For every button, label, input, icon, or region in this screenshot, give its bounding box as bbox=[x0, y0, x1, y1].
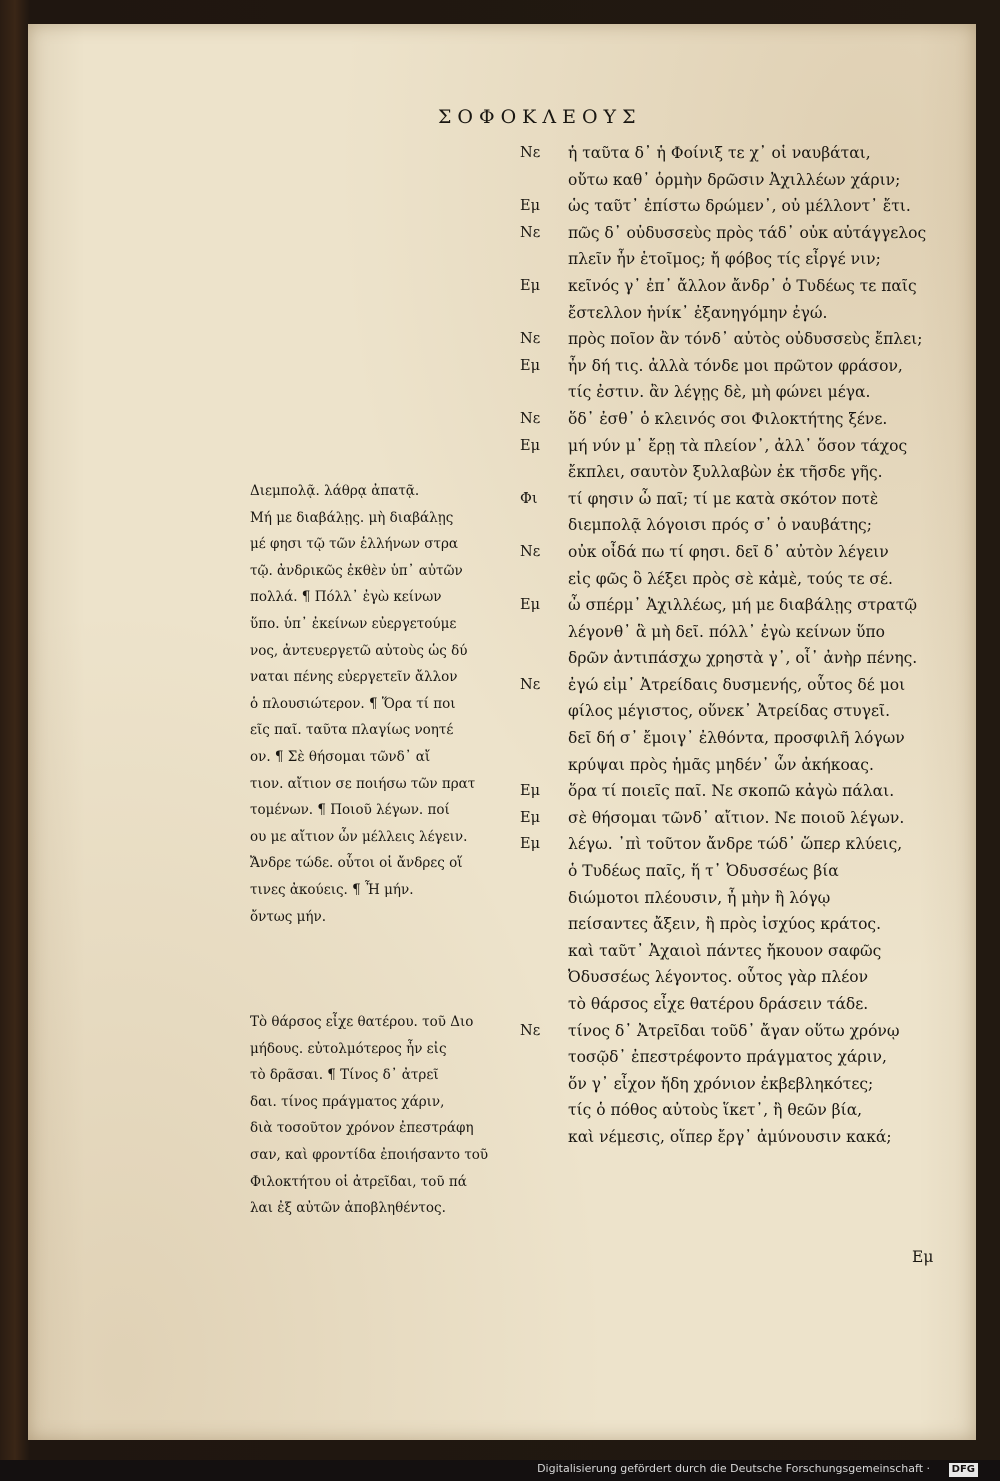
speaker-label: Νε bbox=[520, 145, 541, 161]
verse-text: δεῖ δή σ᾽ ἔμοιγ᾽ ἐλθόντα, προσφιλῆ λόγων bbox=[568, 729, 905, 748]
verse-line bbox=[520, 326, 960, 353]
verse-line bbox=[520, 619, 960, 646]
scholion-line: τομένων. ¶ Ποιοῦ λέγων. ποί bbox=[250, 802, 450, 819]
verse-line bbox=[520, 246, 960, 273]
verse-line bbox=[520, 167, 960, 194]
scholion-line: τινες ἀκούεις. ¶ Ἦ μήν. bbox=[250, 881, 414, 898]
speaker-label: Νε bbox=[520, 224, 541, 241]
verse-line bbox=[520, 752, 960, 779]
speaker-label: Εμ bbox=[520, 836, 541, 853]
verse-line bbox=[520, 858, 960, 885]
scholion-line: μέ φησι τῷ τῶν ἑλλήνων στρα bbox=[250, 536, 459, 553]
verse-line bbox=[520, 539, 960, 566]
scholion-line: Ἄνδρε τώδε. οὗτοι οἱ ἄνδρες οἵ bbox=[250, 855, 463, 872]
verse-text: κρύψαι πρὸς ἡμᾶς μηδέν᾽ ὧν ἀκήκοας. bbox=[568, 755, 874, 774]
scholion-line: ναται πένης εὐεργετεῖν ἄλλον bbox=[250, 669, 458, 686]
verse-text: πῶς δ᾽ οὐδυσσεὺς πρὸς τάδ᾽ οὐκ αὐτάγγελος bbox=[568, 223, 927, 242]
scholion-line: ὕπο. ὑπ᾽ ἐκείνων εὐεργετούμε bbox=[250, 615, 457, 632]
verse-text: ὅδ᾽ ἐσθ᾽ ὁ κλεινός σοι Φιλοκτήτης ξένε. bbox=[568, 409, 888, 428]
speaker-label: Φι bbox=[520, 490, 538, 507]
scholion-line: Φιλοκτήτου οἱ ἀτρεῖδαι, τοῦ πά bbox=[250, 1173, 467, 1190]
speaker-label: Νε bbox=[520, 543, 541, 560]
scholion-line: πολλά. ¶ Πόλλ᾽ ἐγὼ κείνων bbox=[250, 589, 442, 606]
verse-line bbox=[520, 193, 960, 220]
scholia-block-lower bbox=[250, 1009, 554, 1222]
verse-line bbox=[520, 512, 960, 539]
scholion-line: ὁ πλουσιώτερον. ¶ Ὅρα τί ποι bbox=[250, 695, 456, 712]
running-head: ΣΟΦΟΚΛΕΟΥΣ bbox=[438, 106, 642, 128]
verse-line bbox=[520, 1018, 960, 1045]
scholion-line: Μή με διαβάλῃς. μὴ διαβάλῃς bbox=[250, 509, 454, 526]
verse-text: οὐκ οἶδά πω τί φησι. δεῖ δ᾽ αὐτὸν λέγειν bbox=[568, 542, 889, 561]
verse-text: ἔστελλον ἡνίκ᾽ ἐξανηγόμην ἐγώ. bbox=[568, 303, 828, 322]
verse-line bbox=[520, 353, 960, 380]
verse-line bbox=[520, 406, 960, 433]
verse-text: λέγω. ᾽πὶ τοῦτον ἄνδρε τώδ᾽ ὥπερ κλύεις, bbox=[568, 835, 903, 854]
scholion-line: νος, ἀντευεργετῶ αὐτοὺς ὡς δύ bbox=[250, 642, 468, 659]
verse-text: πείσαντες ἄξειν, ἢ πρὸς ἰσχύος κράτος. bbox=[568, 915, 882, 934]
verse-text: τὸ θάρσος εἶχε θατέρου δράσειν τάδε. bbox=[568, 995, 869, 1013]
verse-line bbox=[520, 964, 960, 991]
verse-text: τί φησιν ὦ παῖ; τί με κατὰ σκότον ποτὲ bbox=[568, 489, 879, 508]
verse-line bbox=[520, 698, 960, 725]
verse-text: εἰς φῶς ὃ λέξει πρὸς σὲ κἀμὲ, τούς τε σέ. bbox=[568, 569, 893, 588]
verse-text: μή νύν μ᾽ ἔρῃ τὰ πλείον᾽, ἀλλ᾽ ὅσον τάχος bbox=[568, 436, 908, 455]
verse-line bbox=[520, 566, 960, 593]
verse-line bbox=[520, 725, 960, 752]
catchword: Εμ bbox=[912, 1248, 934, 1266]
verse-text: ὦ σπέρμ᾽ Ἀχιλλέως, μή με διαβάλῃς στρατῷ bbox=[568, 596, 918, 615]
scholion-line: τιον. αἴτιον σε ποιήσω τῶν πρατ bbox=[250, 775, 476, 792]
verse-text: πρὸς ποῖον ἂν τόνδ᾽ αὐτὸς οὐδυσσεὺς ἔπλει; bbox=[568, 330, 923, 349]
scholion-line: εῖς παῖ. ταῦτα πλαγίως νοητέ bbox=[250, 722, 454, 739]
verse-line bbox=[520, 486, 960, 513]
scholion-line: Διεμπολᾷ. λάθρᾳ ἀπατᾷ. bbox=[250, 483, 420, 499]
verse-text: δρῶν ἀντιπάσχω χρηστὰ γ᾽, οἷ᾽ ἀνὴρ πένης. bbox=[568, 649, 918, 668]
speaker-label: Νε bbox=[520, 1022, 541, 1039]
verse-line bbox=[520, 885, 960, 912]
speaker-label: Εμ bbox=[520, 277, 541, 294]
verse-text: φίλος μέγιστος, οὕνεκ᾽ Ἀτρείδας στυγεῖ. bbox=[568, 702, 891, 721]
verse-text: σὲ θήσομαι τῶνδ᾽ αἴτιον. Νε ποιοῦ λέγων. bbox=[568, 808, 905, 827]
verse-text: ἔκπλει, σαυτὸν ξυλλαβὼν ἐκ τῆσδε γῆς. bbox=[568, 463, 883, 482]
scholion-line: μήδους. εὐτολμότερος ἦν εἰς bbox=[250, 1040, 447, 1057]
verse-line bbox=[520, 1044, 960, 1071]
speaker-label: Νε bbox=[520, 676, 541, 693]
verse-text: διώμοτοι πλέουσιν, ἦ μὴν ἢ λόγῳ bbox=[568, 888, 831, 907]
verse-text: κεῖνός γ᾽ ἐπ᾽ ἄλλον ἄνδρ᾽ ὁ Τυδέως τε παῖς bbox=[568, 276, 917, 295]
verse-line bbox=[520, 911, 960, 938]
verse-text: ἡ ταῦτα δ᾽ ἡ Φοίνιξ τε χ᾽ οἱ ναυβάται, bbox=[568, 144, 871, 162]
verse-line bbox=[520, 645, 960, 672]
scholion-line: ον. ¶ Σὲ θήσομαι τῶνδ᾽ αἴ bbox=[250, 748, 431, 765]
verse-line bbox=[520, 1071, 960, 1098]
scholion-line: τὸ δρᾶσαι. ¶ Τίνος δ᾽ ἀτρεῖ bbox=[250, 1067, 439, 1084]
verse-text: Ὀδυσσέως λέγοντος. οὗτος γὰρ πλέον bbox=[568, 968, 869, 987]
scholion-line: τῷ. ἀνδρικῶς ἐκθὲν ὑπ᾽ αὐτῶν bbox=[250, 562, 463, 579]
verse-line bbox=[520, 220, 960, 247]
speaker-label: Εμ bbox=[520, 597, 541, 614]
scholion-line: ὄντως μήν. bbox=[250, 908, 327, 925]
verse-line bbox=[520, 140, 960, 167]
verse-line bbox=[520, 300, 960, 327]
verse-line bbox=[520, 433, 960, 460]
verse-column bbox=[520, 140, 960, 1151]
verse-text: ὅρα τί ποιεῖς παῖ. Νε σκοπῶ κἀγὼ πάλαι. bbox=[568, 782, 895, 801]
verse-text: ὅν γ᾽ εἶχον ἤδη χρόνιον ἐκβεβληκότες; bbox=[568, 1074, 874, 1093]
verse-text: οὔτω καθ᾽ ὁρμὴν δρῶσιν Ἀχιλλέων χάριν; bbox=[568, 170, 901, 189]
scholion-line: σαν, καὶ φροντίδα ἐποιήσαντο τοῦ bbox=[250, 1146, 489, 1163]
verse-text: τίς ἐστιν. ἂν λέγῃς δὲ, μὴ φώνει μέγα. bbox=[568, 383, 871, 402]
scholia-block-upper bbox=[250, 478, 554, 930]
verse-line bbox=[520, 1124, 960, 1151]
speaker-label: Νε bbox=[520, 410, 541, 427]
verse-text: τοσῷδ᾽ ἐπεστρέφοντο πράγματος χάριν, bbox=[568, 1048, 887, 1067]
verse-line bbox=[520, 938, 960, 965]
footer-credit: Digitalisierung gefördert durch die Deutsche Forschungsgemeinschaft · bbox=[537, 1462, 930, 1475]
verse-line bbox=[520, 1097, 960, 1124]
speaker-label: Εμ bbox=[520, 809, 541, 826]
scholion-line: δαι. τίνος πράγματος χάριν, bbox=[250, 1093, 445, 1110]
verse-line bbox=[520, 273, 960, 300]
verse-text: ὁ Τυδέως παῖς, ἥ τ᾽ Ὀδυσσέως βία bbox=[568, 862, 839, 881]
scholion-line: λαι ἐξ αὐτῶν ἀποβληθέντος. bbox=[250, 1200, 446, 1217]
verse-line bbox=[520, 778, 960, 805]
verse-line bbox=[520, 459, 960, 486]
verse-line bbox=[520, 379, 960, 406]
verse-line bbox=[520, 805, 960, 832]
verse-line bbox=[520, 592, 960, 619]
scholion-line: διὰ τοσοῦτον χρόνον ἐπεστράφη bbox=[250, 1120, 474, 1137]
speaker-label: Νε bbox=[520, 331, 541, 348]
scholion-line: Τὸ θάρσος εἶχε θατέρου. τοῦ Διο bbox=[250, 1014, 474, 1030]
verse-text: λέγονθ᾽ ἃ μὴ δεῖ. πόλλ᾽ ἐγὼ κείνων ὕπο bbox=[568, 622, 885, 641]
verse-text: τίς ὁ πόθος αὐτοὺς ἵκετ᾽, ἢ θεῶν βία, bbox=[568, 1101, 863, 1120]
scholion-line: ου με αἴτιον ὧν μέλλεις λέγειν. bbox=[250, 828, 468, 845]
verse-line bbox=[520, 831, 960, 858]
dfg-logo: DFG bbox=[949, 1463, 978, 1477]
speaker-label: Εμ bbox=[520, 198, 541, 215]
verse-text: καὶ νέμεσις, οἵπερ ἔργ᾽ ἀμύνουσιν κακά; bbox=[568, 1127, 892, 1146]
verse-line bbox=[520, 672, 960, 699]
speaker-label: Εμ bbox=[520, 437, 541, 454]
verse-text: πλεῖν ἦν ἑτοῖμος; ἤ φόβος τίς εἶργέ νιν; bbox=[568, 250, 881, 269]
verse-text: ἐγώ εἰμ᾽ Ἀτρείδαις δυσμενής, οὗτος δέ μοι bbox=[568, 675, 906, 694]
book-page bbox=[28, 24, 976, 1440]
verse-text: διεμπολᾷ λόγοισι πρός σ᾽ ὁ ναυβάτης; bbox=[568, 516, 872, 535]
speaker-label: Εμ bbox=[520, 357, 541, 374]
verse-text: ὡς ταῦτ᾽ ἐπίστω δρώμεν᾽, οὐ μέλλοντ᾽ ἔτι. bbox=[568, 197, 911, 216]
speaker-label: Εμ bbox=[520, 783, 541, 800]
verse-text: τίνος δ᾽ Ἀτρεῖδαι τοῦδ᾽ ἄγαν οὕτω χρόνῳ bbox=[568, 1021, 900, 1040]
verse-line bbox=[520, 991, 960, 1018]
verse-text: ἦν δή τις. ἀλλὰ τόνδε μοι πρῶτον φράσον, bbox=[568, 356, 903, 375]
verse-text: καὶ ταῦτ᾽ Ἀχαιοὶ πάντες ἤκουον σαφῶς bbox=[568, 941, 882, 960]
